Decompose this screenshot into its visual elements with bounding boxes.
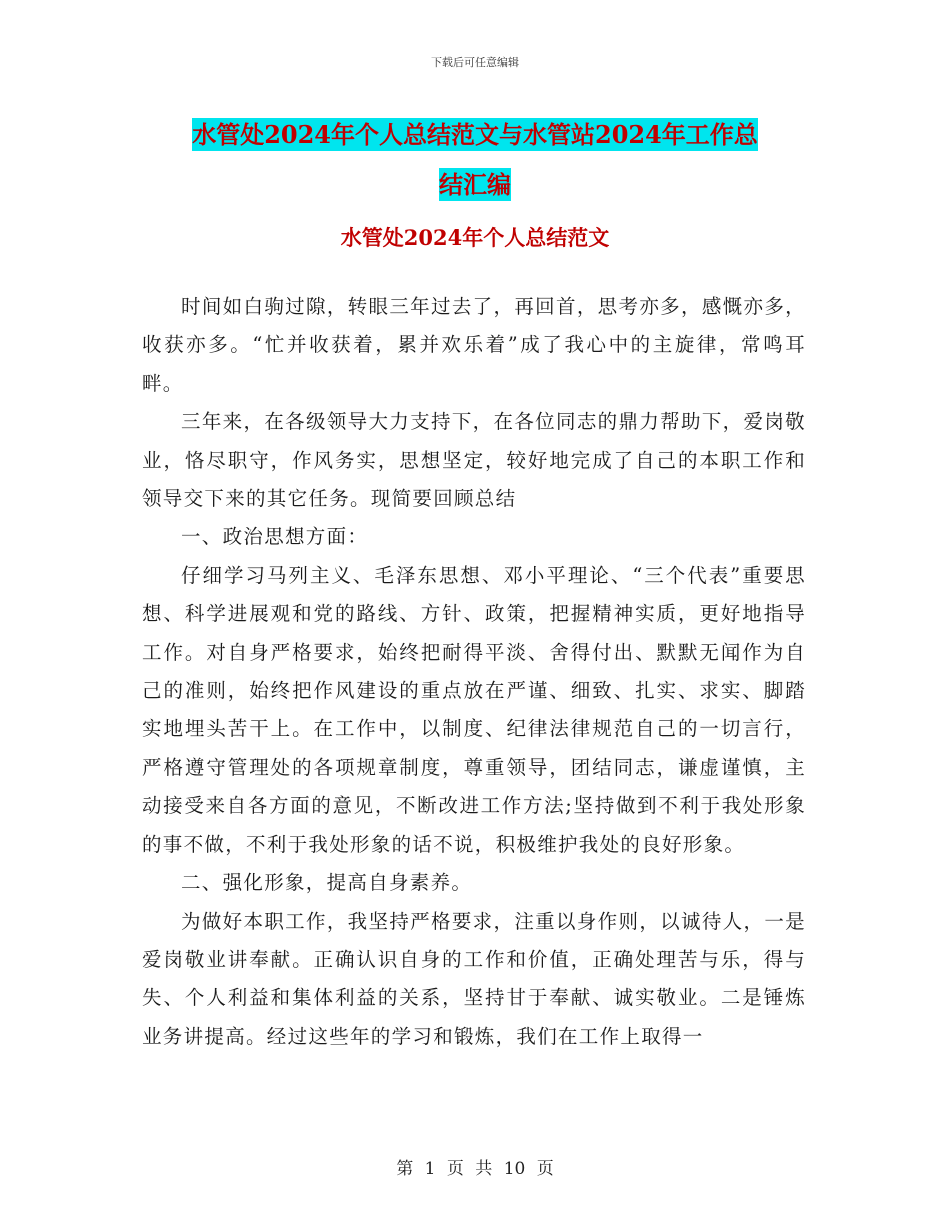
section-title: 水管处2024年个人总结范文 [340,225,610,250]
paragraph-heading: 二、强化形象，提高自身素养。 [181,871,473,895]
header-note: 下载后可任意编辑 [431,56,519,69]
page-footer: 第 1 页 共 10 页 [396,1159,554,1179]
document-title-line-1: 水管处2024年个人总结范文与水管站2024年工作总 [192,120,758,149]
document-title-line-2: 结汇编 [439,170,511,199]
paragraph-heading: 一、政治思想方面： [181,525,369,549]
paragraph: 时间如白驹过隙，转眼三年过去了，再回首，思考亦多，感慨亦多，收获亦多。“忙并收获着，累并欢乐着”成了我心中的主旋律，常鸣耳畔。 [142,295,806,395]
paragraph: 仔细学习马列主义、毛泽东思想、邓小平理论、“三个代表”重要思想、科学进展观和党的路线、方针、政策，把握精神实质，更好地指导工作。对自身严格要求，始终把耐得平淡、舍得付出、默默无闻作为自己的准则，始终把作风建设的重点放在严谨、细致、扎实、求实、脚踏实地埋头苦干上。在工作中，以制度、纪律法律规范自己的一切言行，严格遵守管理处的各项规章制度，尊重领导，团结同志，谦虚谨慎，主动接受来自各方面的意见，不断改进工作方法;坚持做到不利于我处形象的事不做，不利于我处形象的话不说，积极维护我处的良好形象。 [142,563,806,856]
document-body [142,288,806,1056]
document-title [142,110,808,210]
paragraph: 为做好本职工作，我坚持严格要求，注重以身作则，以诚待人，一是爱岗敬业讲奉献。正确认识自身的工作和价值，正确处理苦与乐，得与失、个人利益和集体利益的关系，坚持甘于奉献、诚实敬业。二是锤炼业务讲提高。经过这些年的学习和锻炼，我们在工作上取得一 [142,909,806,1048]
paragraph: 三年来，在各级领导大力支持下，在各位同志的鼎力帮助下，爱岗敬业，恪尽职守，作风务实，思想坚定，较好地完成了自己的本职工作和领导交下来的其它任务。现简要回顾总结 [142,410,806,511]
